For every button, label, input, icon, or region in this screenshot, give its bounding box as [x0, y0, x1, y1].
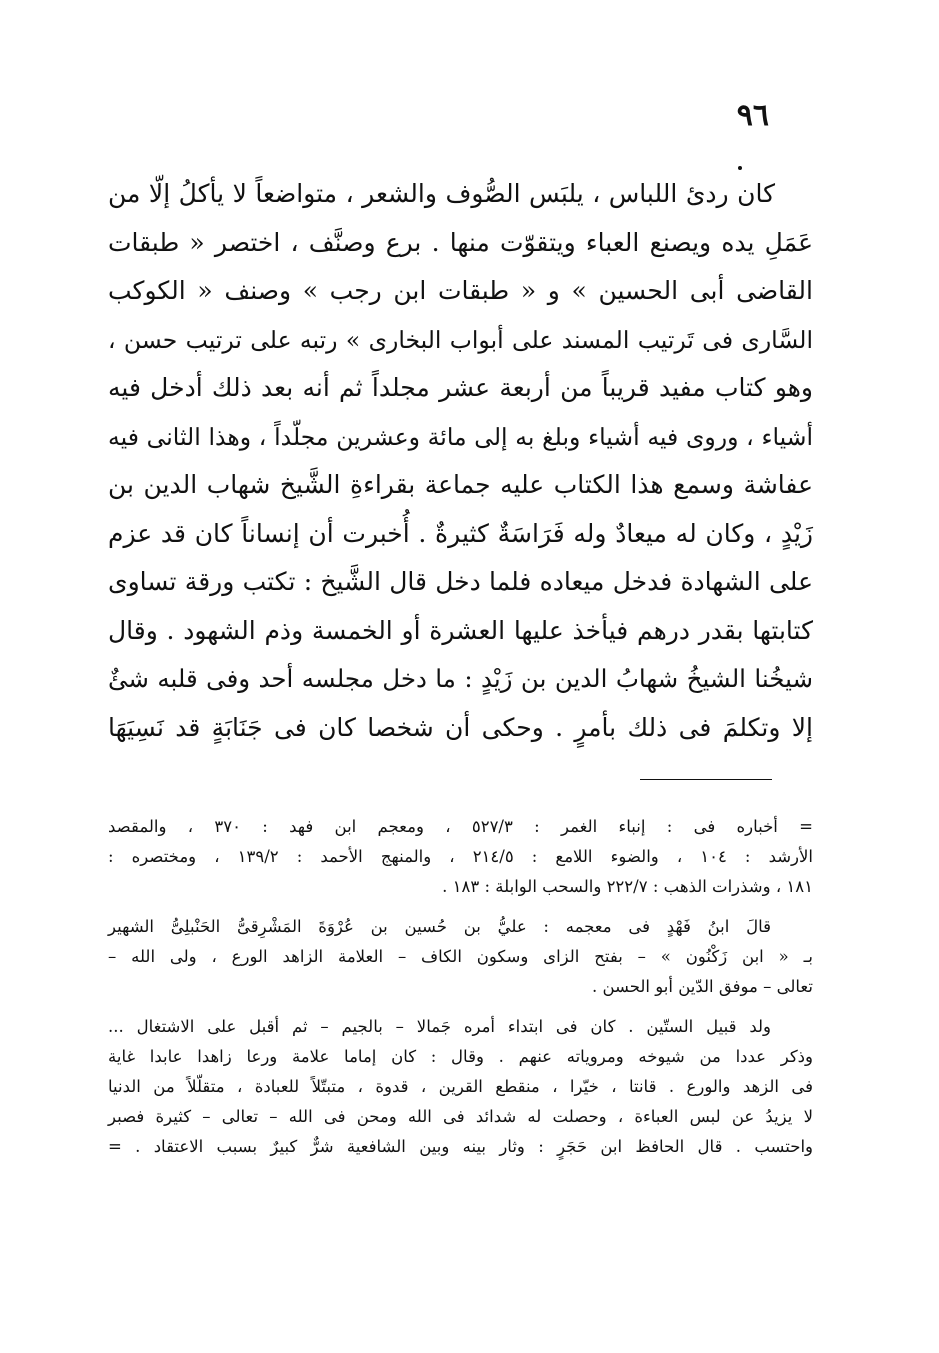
body-line: القاضى أبى الحسين » و « طبقات ابن رجب » وصنف « الكوكب [108, 276, 813, 305]
footnote-line: لا يزيدُ عن لبس العباءة ، وحصلت له شدائد فى الله ومحن فى الله – تعالى – كثيرة فصبر [108, 1107, 813, 1126]
footnote-line: فى الزهد والورع . قانتا ، خيّرا ، منقطع القرين ، قدوة ، متبتّلاً للعبادة ، متقلّلاً من الدنيا [108, 1077, 813, 1096]
body-line: إلا وتكلمَ فى ذلك بأمرٍ . وحكى أن شخصا كان فى جَنَابَةٍ قد نَسِيَهَا [108, 712, 813, 742]
body-line: شيخُنا الشيخُ شهابُ الدين بن زَيْدٍ : ما دخل مجلسه أحد وفى قلبه شئٌ [108, 664, 813, 693]
body-line: وهو كتاب مفيد قريباً من أربعة عشر مجلداً ثم أنه بعد ذلك أدخل فيه [108, 373, 813, 402]
footnote-separator [640, 779, 772, 780]
body-line: كتابتها بقدر درهم فيأخذ عليها العشرة أو الخمسة وذم الشهود . وقال [108, 615, 813, 645]
body-line: كان ردیٔ اللباس ، يلبَس الصُّوف والشعر ، متواضعاً لا يأكلُ إلّا من [108, 179, 775, 208]
footnote-line: بـ « ابن زَكْنُون » – بفتح الزاى وسكون الكاف – العلامة الزاهد الورع ، ولى الله – [108, 947, 813, 966]
body-line: السَّارى فى تَرتيب المسند على أبواب البخارى » رتبه على ترتيب حسن ، [108, 325, 813, 354]
footnote-line: تعالى – موفق الدّين أبو الحسن . [591, 977, 813, 996]
page-number: ٩٦ [736, 98, 769, 133]
body-line: على الشهادة فدخل ميعاده فلما دخل قال الشَّيخ : تكتب ورقة تساوى [108, 567, 813, 596]
footnote-line: واحتسب . قال الحافظ ابن حَجَرٍ : وثار بينه وبين الشافعية شرٌّ كبيرٌ بسبب الاعتقاد . = [108, 1137, 813, 1156]
footnote-line: = أخباره فى : إنباء الغمر : ٥٢٧/٣ ، ومعجم ابن فهد : ٣٧٠ ، والمقصد [108, 817, 814, 836]
footnotes-section [108, 812, 813, 1172]
body-line: عفاشة وسمع هذا الكتاب عليه جماعة بقراءةِ الشَّيخ شهاب الدين بن [108, 470, 813, 499]
footnote-line: ولد قبيل الستّين . كان فى ابتداء أمره جَمالا – بالجيم – ثم أقبل على الاشتغال ... [108, 1017, 771, 1036]
body-line: أشياء ، وروى فيه أشياء وبلغ به إلى مائة وعشرين مجلّداً ، وهذا الثانى فيه [108, 422, 813, 451]
footnote-line: ١٨١ ، وشذرات الذهب : ٢٢٢/٧ والسحب الوابلة : ١٨٣ . [442, 877, 813, 896]
main-body-text [108, 170, 813, 752]
footnote-paragraph-sources [108, 812, 813, 902]
body-line: عَمَلِ يده ويصنع العباء ويتقوّت منها . برع وصنَّف ، اختصر « طبقات [108, 227, 813, 257]
footnote-paragraph-ibn-fahd [108, 912, 813, 1002]
footnote-line: وذكر عددا من شيوخه ومروياته عنهم . وقال : كان إماما علامة ورعا زاهدا عابدا غاية [108, 1047, 813, 1066]
footnote-paragraph-biography [108, 1012, 813, 1162]
footnote-line: قالَ ابنُ فَهْدٍ فى معجمه : عليُّ بن حُسين بن عُرْوَةَ المَشْرِقىُّ الحَنْبلِىُّ الشهير [108, 917, 771, 936]
footnote-line: الأرشد : ١٠٤ ، والضوء اللامع : ٢١٤/٥ ، والمنهج الأحمد : ١٣٩/٢ ، ومختصره : [108, 847, 814, 866]
body-line: زَيْدٍ ، وكان له ميعادٌ وله فَرَاسَةٌ كثيرةٌ . أُخبرت أن إنساناً كان قد عزم [108, 518, 813, 548]
